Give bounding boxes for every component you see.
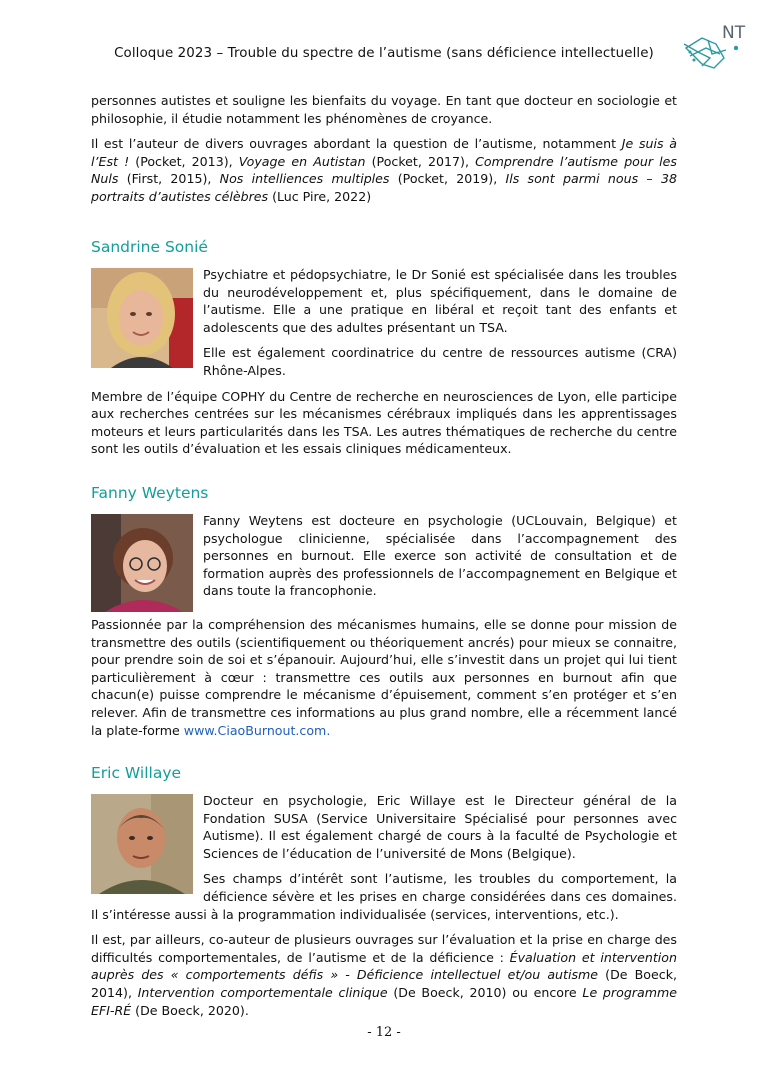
- nt-logo-icon: [680, 18, 746, 74]
- intro-p2-part-0: Il est l’auteur de divers ouvrages abordant la question de l’autisme, notamment: [91, 136, 622, 152]
- willaye-p3-part-0: Il est, par ailleurs, co-auteur de plusieurs ouvrages sur l’évaluation et la prise en charge des difficultés comportementales, de l’autisme et de la déficience :: [91, 932, 677, 965]
- willaye-paragraph-2: Ses champs d’intérêt sont l’autisme, les troubles du comportement, la déficience sévère et les prises en charge considérées dans ces domaines. Il s’intéresse aussi à la programmation individualisée (services, interventions, etc.).: [91, 871, 677, 922]
- page-number: - 12 -: [367, 1025, 401, 1040]
- weytens-paragraph-1: Fanny Weytens est docteure en psychologie (UCLouvain, Belgique) et psychologue clinicienne, spécialisée dans l’accompagnement des personnes en burnout. Elle exerce son activité de consultation et de formation auprès des professionnels de l’accompagnement en Belgique et dans toute la francophonie.: [203, 513, 677, 599]
- section-title-willaye: Eric Willaye: [91, 764, 182, 782]
- bio-willaye: [91, 792, 677, 1027]
- photo-weytens: [91, 514, 193, 612]
- willaye-p3-part-3: Intervention comportementale clinique: [137, 984, 388, 1000]
- intro-paragraph-2: [91, 135, 677, 205]
- intro-p2-part-6: (First, 2015),: [118, 171, 220, 187]
- intro-p2-part-8: (Pocket, 2019),: [389, 171, 506, 187]
- header-title: Colloque 2023 – Trouble du spectre de l’autisme (sans déficience intellectuelle): [114, 46, 654, 61]
- intro-p2-part-10: (Luc Pire, 2022): [268, 188, 372, 204]
- intro-p2-part-9: Ils sont parmi nous – 38 portraits d’autistes célèbres: [91, 171, 678, 204]
- section-title-weytens: Fanny Weytens: [91, 484, 209, 502]
- weytens-paragraph-2: [91, 616, 677, 739]
- willaye-p3-part-2: (De Boeck, 2014),: [91, 967, 677, 1000]
- ciaoburnout-link[interactable]: www.CiaoBurnout.com.: [183, 722, 331, 738]
- intro-paragraph-1: personnes autistes et souligne les bienfaits du voyage. En tant que docteur en sociologie et philosophie, il étudie notamment les phénomènes de croyance.: [91, 93, 677, 126]
- intro-p2-part-3: Voyage en Autistan: [238, 153, 366, 169]
- willaye-p3-part-6: (De Boeck, 2020).: [131, 1002, 249, 1018]
- sonie-paragraph-1: Psychiatre et pédopsychiatre, le Dr Sonié est spécialisée dans les troubles du neurodéveloppement et, plus spécifiquement, dans le domaine de l’autisme. Elle a une pratique en libéral et reçoit tant des enfants et adolescents que des adultes présentant un TSA.: [203, 267, 677, 335]
- intro-p2-part-7: Nos intelliences multiples: [219, 171, 390, 187]
- intro-p2-part-2: (Pocket, 2013),: [129, 153, 239, 169]
- willaye-paragraph-1: Docteur en psychologie, Eric Willaye est le Directeur général de la Fondation SUSA (Service Universitaire Spécialisé pour personnes avec Autisme). Il est également chargé de cours à la faculté de Psychologie et Sciences de l’éducation de l’université de Mons (Belgique).: [203, 793, 677, 861]
- willaye-p3-part-4: (De Boeck, 2010) ou encore: [387, 984, 583, 1000]
- intro-p2-part-1: Je suis à l’Est !: [91, 136, 677, 169]
- logo-text: NT: [722, 23, 746, 43]
- photo-willaye: [91, 794, 193, 894]
- bio-weytens: [91, 512, 677, 747]
- section-title-sonie: Sandrine Sonié: [91, 238, 208, 256]
- sonie-paragraph-3: Membre de l’équipe COPHY du Centre de recherche en neurosciences de Lyon, elle participe aux recherches centrées sur les mécanismes cérébraux impliqués dans les apprentissages moteurs et leurs particularités dans les TSA. Les autres thématiques de recherche du centre sont les outils d’évaluation et les essais cliniques médicamenteux.: [91, 388, 677, 457]
- willaye-paragraph-3: [91, 931, 677, 1019]
- intro-p2-part-5: Comprendre l’autisme pour les Nuls: [91, 153, 677, 187]
- bio-sonie: [91, 266, 677, 466]
- sonie-paragraph-2: Elle est également coordinatrice du centre de ressources autisme (CRA) Rhône-Alpes.: [203, 345, 677, 378]
- willaye-p3-part-5: Le programme EFI-RÉ: [91, 984, 677, 1018]
- intro-p2-part-4: (Pocket, 2017),: [365, 153, 476, 169]
- weytens-paragraph-2-text: Passionnée par la compréhension des mécanismes humains, elle se donne pour mission de transmettre des outils (scientifiquement ou théoriquement ancrés) pour mieux se connaitre, pour prendre soin de soi et s’épanouir. Aujourd’hui, elle s’investit dans un projet qui lui tient particulièrement à cœur : transmettre ces outils aux personnes en burnout afin que chacun(e) puisse comprendre le mécanisme d’épuisement, comment s’en protéger et s’en relever. Afin de transmettre ces informations au plus grand nombre, elle a récemment lancé la plate-forme: [91, 617, 677, 738]
- photo-sonie: [91, 268, 193, 368]
- willaye-p3-part-1: Évaluation et intervention auprès des « comportements défis » - Déficience intellectuel et/ou autisme: [91, 949, 677, 983]
- intro-text: [91, 92, 677, 214]
